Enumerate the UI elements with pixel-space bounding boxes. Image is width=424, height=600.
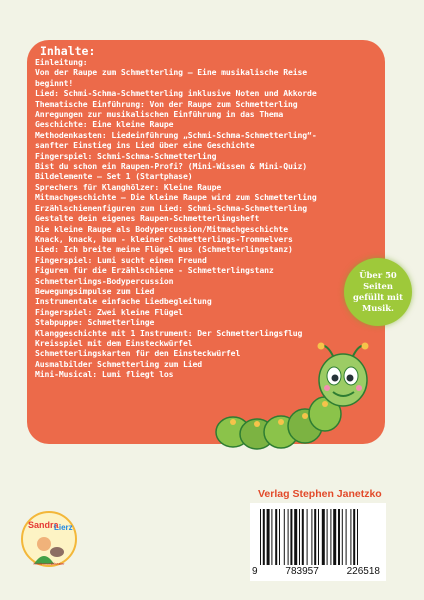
toc-item: Lied: Ich breite meine Flügel aus (Schmetterlingstanz) xyxy=(35,244,293,255)
toc-item: Sprechers für Klanghölzer: Kleine Raupe xyxy=(35,181,222,192)
toc-item: Von der Raupe zum Schmetterling – Eine musikalische Reise xyxy=(35,67,308,78)
toc-item: sanfter Einstieg ins Lied über eine Geschichte xyxy=(35,140,255,151)
toc-item: Fingerspiel: Zwei kleine Flügel xyxy=(35,306,183,317)
toc-list xyxy=(35,57,377,380)
toc-item: Mini-Musical: Lumi fliegt los xyxy=(35,369,174,380)
toc-item: Anregungen zur musikalischen Einführung in das Thema xyxy=(35,109,284,120)
toc-item: Klanggeschichte mit 1 Instrument: Der Schmetterlingsflug xyxy=(35,327,303,338)
toc-item: Einleitung: xyxy=(35,57,88,67)
toc-item: Schmetterlingskarten für den Einsteckwürfel xyxy=(35,348,241,359)
toc-item: beginnt! xyxy=(35,77,74,88)
isbn-group-1: 783957 xyxy=(285,566,319,577)
logo-word-1: Sandra xyxy=(28,520,59,530)
barcode xyxy=(250,503,386,581)
toc-item: Bist du schon ein Raupen-Profi? (Mini-Wissen & Mini-Quiz) xyxy=(35,161,308,172)
toc-item: Stabpuppe: Schmetterlinge xyxy=(35,317,155,328)
isbn-digits xyxy=(250,566,386,577)
toc-item: Methodenkasten: Liedeinführung „Schmi-Schma-Schmetterling“- xyxy=(35,129,317,140)
badge-line-3: Musik. xyxy=(362,303,394,313)
toc-item: Ausmalbilder Schmetterling zum Lied xyxy=(35,358,203,369)
toc-item: Knack, knack, bum - kleiner Schmetterlings-Trommelvers xyxy=(35,233,293,244)
toc-item: Mitmachgeschichte – Die kleine Raupe wird zum Schmetterling xyxy=(35,192,317,203)
toc-item: Gestalte dein eigenes Raupen-Schmetterlingsheft xyxy=(35,213,260,224)
isbn-group-2: 226518 xyxy=(346,566,380,577)
toc-item: Figuren für die Erzählschiene - Schmetterlingstanz xyxy=(35,265,274,276)
toc-item: Erzählschienenfiguren zum Lied: Schmi-Schma-Schmetterling xyxy=(35,202,308,213)
isbn-lead: 9 xyxy=(252,566,258,577)
sandra-lierz-logo-icon xyxy=(20,508,78,570)
logo-subtitle: Kindermusiktheater xyxy=(33,562,65,566)
badge-line-2: gefüllt mit xyxy=(353,292,403,302)
toc-item: Die kleine Raupe als Bodypercussion/Mitmachgeschichte xyxy=(35,223,288,234)
logo-word-2: Lierz xyxy=(54,523,73,532)
toc-title: Inhalte: xyxy=(40,44,96,58)
toc-item: Fingerspiel: Schmi-Schma-Schmetterling xyxy=(35,150,217,161)
toc-item: Bildelemente – Set 1 (Startphase) xyxy=(35,171,193,182)
caterpillar-icon xyxy=(213,342,373,450)
toc-item: Bewegungsimpulse zum Lied xyxy=(35,285,155,296)
toc-item: Geschichte: Eine kleine Raupe xyxy=(35,119,174,130)
toc-item: Schmetterlings-Bodypercussion xyxy=(35,275,174,286)
toc-item: Lied: Schmi-Schma-Schmetterling inklusive Noten und Akkorde xyxy=(35,88,317,99)
toc-item: Instrumentale einfache Liedbegleitung xyxy=(35,296,212,307)
barcode-bars-icon xyxy=(258,509,382,565)
page-count-badge xyxy=(344,258,412,326)
toc-item: Thematische Einführung: Von der Raupe zum Schmetterling xyxy=(35,98,298,109)
publisher-name: Verlag Stephen Janetzko xyxy=(258,488,382,500)
badge-line-1: Über 50 Seiten xyxy=(359,270,397,291)
toc-item: Kreisspiel mit dem Einsteckwürfel xyxy=(35,337,193,348)
toc-item: Fingerspiel: Lumi sucht einen Freund xyxy=(35,254,207,265)
